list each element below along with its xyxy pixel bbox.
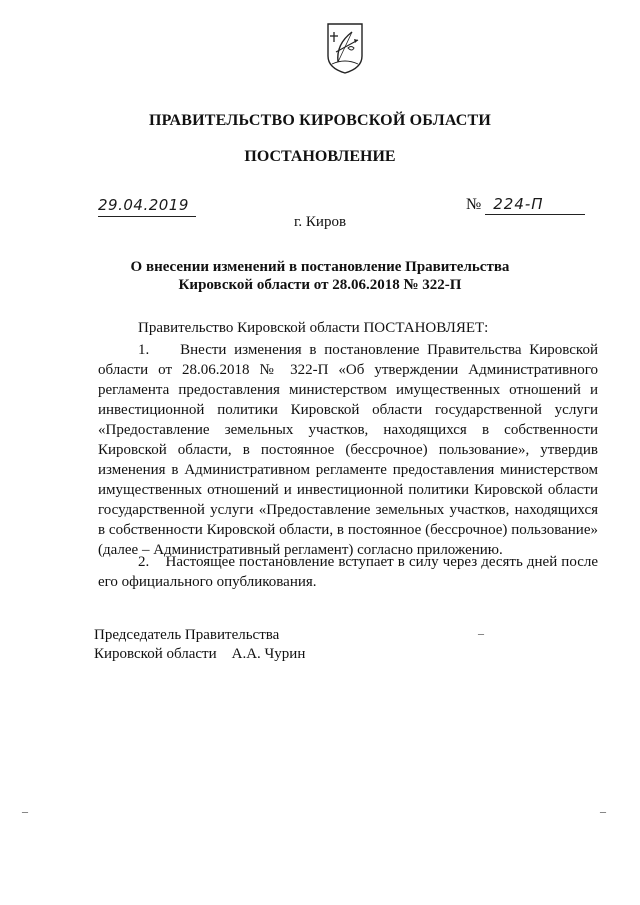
document-number: 224-П [485,194,585,215]
signature-name: Кировской области А.А. Чурин [94,646,306,662]
margin-dash: – [600,804,606,818]
heading-line-1: О внесении изменений в постановление Правительства [130,259,510,275]
document-number-field [466,194,585,215]
signature-block [94,626,305,664]
city: г. Киров [293,214,347,230]
heading-line-2: Кировской области от 28.06.2018 № 322-П [178,277,462,293]
government-title: ПРАВИТЕЛЬСТВО КИРОВСКОЙ ОБЛАСТИ [148,112,492,129]
document-heading [120,258,520,294]
margin-dash: – [22,804,28,818]
number-sign: № [466,196,482,213]
margin-dash: – [478,626,484,640]
coat-of-arms-icon [326,22,364,74]
document-type: ПОСТАНОВЛЕНИЕ [244,148,396,165]
paragraph-2: 2. Настоящее постановление вступает в силу через десять дней после его официального опубликования. [98,554,598,590]
paragraph-1: 1. Внести изменения в постановление Правительства Кировской области от 28.06.2018 № 322-П «Об утверждении Административного регламента предоставления министерством имущественных отношений и инвестиционной политики Кировской области государственной услуги «Предоставление земельных участков, находящихся в собственности Кировской области, в постоянное (бессрочное) пользование», утвердив изменения в Административном регламенте предоставления министерством имущественных отношений и инвестиционной политики Кировской области государственной услуги «Предоставление земельных участков, находящихся в собственности Кировской области, в постоянное (бессрочное) пользование» (далее – Административный регламент) согласно приложению. [98,342,598,558]
preamble: Правительство Кировской области ПОСТАНОВЛЯЕТ: [138,320,489,336]
document-date: 29.04.2019 [98,196,196,217]
signature-title: Председатель Правительства [94,627,280,643]
